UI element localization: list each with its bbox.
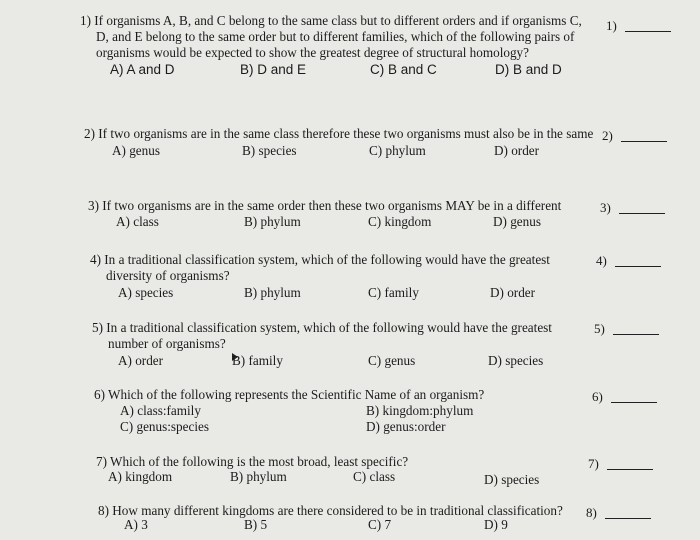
answer-slot-1[interactable] [606,18,671,34]
question-7-option-c[interactable]: C) class [353,469,396,484]
question-5-options [92,353,576,369]
answer-label-3: 3) [600,200,611,215]
question-7-options [96,469,566,485]
question-3-option-c[interactable]: C) kingdom [368,214,432,229]
answer-blank-7[interactable] [607,469,653,470]
question-3-option-a[interactable]: A) class [116,214,159,229]
question-8 [98,503,578,533]
answer-label-1: 1) [606,18,617,33]
question-5-option-d[interactable]: D) species [488,353,544,368]
question-8-option-c[interactable]: C) 7 [368,517,392,532]
answer-label-5: 5) [594,321,605,336]
answer-blank-1[interactable] [625,31,671,32]
question-2-options [84,143,594,159]
question-6-option-b[interactable]: B) kingdom:phylum [366,403,474,418]
answer-label-6: 6) [592,389,603,404]
question-3-options [88,214,588,230]
question-8-options [98,517,578,533]
question-1-option-c[interactable]: C) B and C [370,62,437,77]
answer-blank-2[interactable] [621,141,667,142]
question-2-text: 2) If two organisms are in the same class therefore these two organisms must also be in the same [84,126,594,141]
question-4-option-b[interactable]: B) phylum [244,285,301,300]
question-3-option-d[interactable]: D) genus [493,214,541,229]
question-4 [90,252,580,301]
question-7-text: 7) Which of the following is the most broad, least specific? [96,454,409,469]
question-8-option-d[interactable]: D) 9 [484,517,508,532]
question-1-option-a[interactable]: A) A and D [110,62,175,77]
question-6-option-a[interactable]: A) class:family [120,403,201,418]
question-2-option-a[interactable]: A) genus [112,143,160,158]
question-6-option-d[interactable]: D) genus:order [366,419,446,434]
question-5-option-c[interactable]: C) genus [368,353,416,368]
question-5 [92,320,576,369]
question-8-text: 8) How many different kingdoms are there considered to be in traditional classification? [98,503,563,518]
question-4-option-c[interactable]: C) family [368,285,419,300]
answer-blank-8[interactable] [605,518,651,519]
question-8-option-b[interactable]: B) 5 [244,517,268,532]
answer-blank-5[interactable] [613,334,659,335]
question-2 [84,126,594,159]
answer-blank-4[interactable] [615,266,661,267]
answer-label-2: 2) [602,128,613,143]
question-5-option-b-label: B) family [232,353,283,368]
answer-slot-2[interactable] [602,128,667,144]
question-1-text: 1) If organisms A, B, and C belong to the same class but to different orders and if organisms C, D, and E belong to the same order but to different families, which of the following pairs of organisms would be expected to show the greatest degree of structural homology? [80,13,582,60]
answer-blank-3[interactable] [619,213,665,214]
question-6-options [94,403,564,435]
question-6-text: 6) Which of the following represents the Scientific Name of an organism? [94,387,485,402]
question-1-option-b[interactable]: B) D and E [240,62,307,77]
question-4-option-d[interactable]: D) order [490,285,536,300]
question-7-option-a[interactable]: A) kingdom [108,469,173,484]
answer-slot-8[interactable] [586,505,651,521]
answer-slot-4[interactable] [596,253,661,269]
question-7-option-d[interactable]: D) species [484,472,540,487]
answer-label-4: 4) [596,253,607,268]
answer-slot-5[interactable] [594,321,659,337]
question-5-text: 5) In a traditional classification system, which of the following would have the greatest number of organisms? [92,320,552,351]
answer-slot-7[interactable] [588,456,653,472]
question-1-option-d[interactable]: D) B and D [495,62,562,77]
question-2-option-c[interactable]: C) phylum [369,143,426,158]
question-3-option-b[interactable]: B) phylum [244,214,301,229]
answer-label-8: 8) [586,505,597,520]
question-6 [94,387,564,435]
question-4-options [90,285,580,301]
question-1 [80,13,585,78]
question-2-option-d[interactable]: D) order [494,143,540,158]
answer-blank-6[interactable] [611,402,657,403]
question-6-option-c[interactable]: C) genus:species [120,419,209,434]
question-7 [96,454,566,485]
answer-slot-3[interactable] [600,200,665,216]
question-7-option-b[interactable]: B) phylum [230,469,287,484]
question-2-option-b[interactable]: B) species [242,143,297,158]
question-5-option-a[interactable]: A) order [118,353,164,368]
question-3-text: 3) If two organisms are in the same order then these two organisms MAY be in a different [88,198,562,213]
question-4-option-a[interactable]: A) species [118,285,174,300]
answer-slot-6[interactable] [592,389,657,405]
question-4-text: 4) In a traditional classification system, which of the following would have the greatest diversity of organisms? [90,252,550,283]
question-8-option-a[interactable]: A) 3 [124,517,148,532]
question-1-options [80,62,585,78]
answer-label-7: 7) [588,456,599,471]
question-3 [88,198,588,230]
